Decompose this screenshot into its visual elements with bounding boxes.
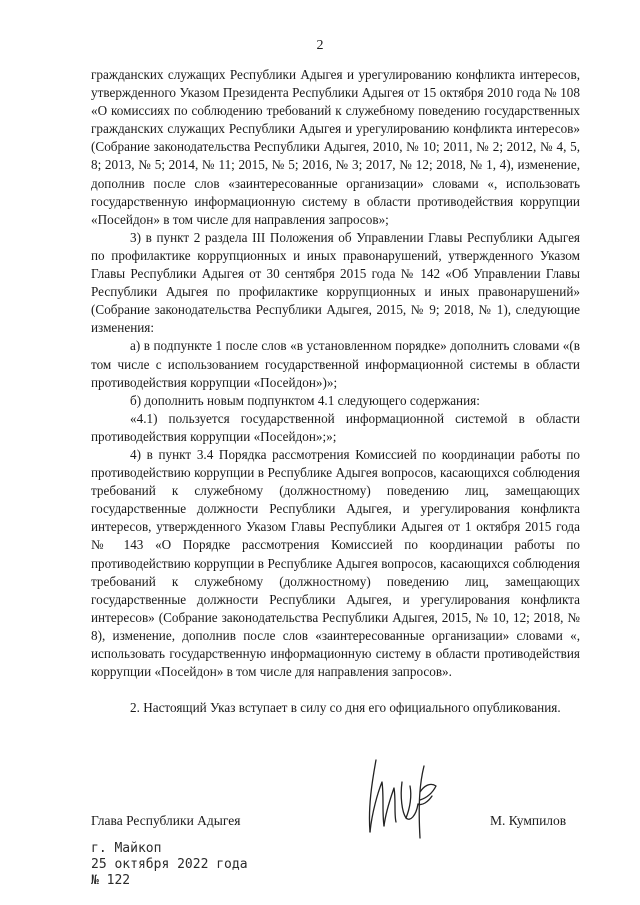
footer-city: г. Майкоп (91, 841, 162, 856)
document-footer (91, 841, 248, 889)
paragraph-continuation: гражданских служащих Республики Адыгея и урегулированию конфликта интересов, утвержденного Указом Президента Республики Адыгея от 15 октября 2010 года № 108 «О комиссиях по соблюдению требований к служебному поведению государственных гражданских служащих Республики Адыгея и урегулированию конфликта интересов» (Собрание законодательства Республики Адыгея, 2010, № 10; 2011, № 2; 2012, № 4, 5, 8; 2013, № 5; 2014, № 11; 2015, № 5; 2016, № 3; 2017, № 12; 2018, № 1, 4), изменение, дополнив после слов «заинтересованные организации» словами «, использовать государственную информационную систему в области противодействия коррупции «Посейдон» в том числе для направления запросов»; (91, 67, 580, 227)
paragraph-effective-date: 2. Настоящий Указ вступает в силу со дня его официального опубликования. (130, 700, 561, 716)
paragraph-subitem-a: а) в подпункте 1 после слов «в установленном порядке» дополнить словами «(в том числе с использованием государственной информационной системы в области противодействия коррупции «Посейдон»)»; (91, 338, 580, 390)
footer-date: 25 октября 2022 года (91, 857, 248, 872)
paragraph-subitem-b: б) дополнить новым подпунктом 4.1 следующего содержания: (130, 392, 480, 408)
paragraph-item-3: 3) в пункт 2 раздела III Положения об Управлении Главы Республики Адыгея по профилактике коррупционных и иных правонарушений, утвержденного Указом Главы Республики Адыгея от 30 сентября 2015 года № 142 «Об Управлении Главы Республики Адыгея по профилактике коррупционных и иных правонарушений» (Собрание законодательства Республики Адыгея, 2015, № 9; 2018, № 1), следующие изменения: (91, 229, 580, 336)
paragraph-item-4: 4) в пункт 3.4 Порядка рассмотрения Комиссией по координации работы по противодействию коррупции в Республике Адыгея вопросов, касающихся соблюдения требований к служебному (должностному) поведению лиц, замещающих государственные должности Республики Адыгея, и урегулирования конфликта интересов, утвержденного Указом Главы Республики Адыгея от 1 октября 2015 года № 143 «О Порядке рассмотрения Комиссией по координации работы по противодействию коррупции в Республике Адыгея вопросов, касающихся соблюдения требований к служебному (должностному) поведению лиц, замещающих государственные должности Республики Адыгея, и урегулирования конфликта интересов» (Собрание законодательства Республики Адыгея, 2015, № 10, 12; 2018, № 8), изменение, дополнив после слов «заинтересованные организации» словами «, использовать государственную информационную систему в области противодействия коррупции «Посейдон» в том числе для направления запросов». (91, 446, 580, 680)
handwritten-signature (358, 752, 448, 842)
footer-number: № 122 (91, 873, 131, 888)
signatory-name: М. Кумпилов (490, 813, 567, 828)
document-body (91, 66, 580, 717)
paragraph-quote-4-1: «4.1) пользуется государственной информационной системой в области противодействия коррупции «Посейдон»;»; (91, 410, 580, 444)
page-number: 2 (316, 38, 324, 53)
signatory-title: Глава Республики Адыгея (91, 813, 241, 828)
